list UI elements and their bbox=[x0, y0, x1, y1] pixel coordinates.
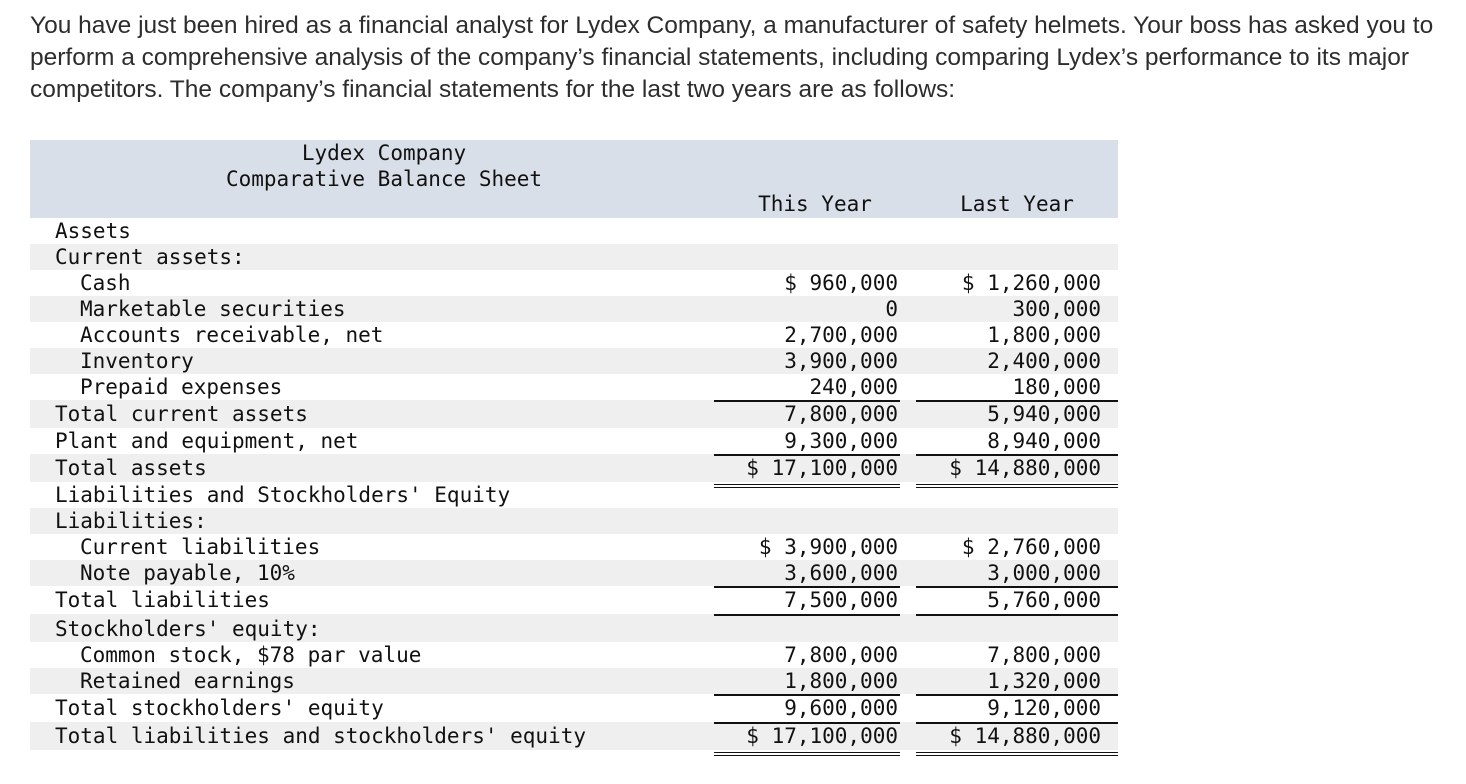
table-row bbox=[30, 482, 1118, 508]
last-year-value: 9,120,000 bbox=[987, 696, 1101, 720]
row-label: Accounts receivable, net bbox=[80, 323, 384, 347]
row-label: Plant and equipment, net bbox=[55, 429, 359, 453]
table-row bbox=[30, 374, 1118, 400]
table-row bbox=[30, 428, 1118, 454]
row-label: Total stockholders' equity bbox=[55, 696, 384, 720]
last-year-value: 7,800,000 bbox=[987, 643, 1101, 667]
row-label: Current assets: bbox=[55, 245, 245, 269]
last-year-value: 5,940,000 bbox=[987, 402, 1101, 426]
this-year-value: 7,800,000 bbox=[784, 402, 898, 426]
table-row bbox=[30, 560, 1118, 586]
table-row bbox=[30, 508, 1118, 534]
table-row bbox=[30, 218, 1118, 244]
row-label: Total liabilities bbox=[55, 588, 270, 612]
table-row bbox=[30, 454, 1118, 482]
this-year-value: 7,500,000 bbox=[784, 588, 898, 612]
row-label: Common stock, $78 par value bbox=[80, 643, 422, 667]
column-header-last-year: Last Year bbox=[960, 192, 1074, 216]
this-year-value: $ 17,100,000 bbox=[746, 456, 898, 480]
last-year-value: $ 14,880,000 bbox=[949, 724, 1101, 748]
table-row bbox=[30, 642, 1118, 668]
this-year-value: 9,600,000 bbox=[784, 696, 898, 720]
this-year-value: 9,300,000 bbox=[784, 429, 898, 453]
table-row bbox=[30, 244, 1118, 270]
row-label: Stockholders' equity: bbox=[55, 617, 321, 641]
this-year-value: 240,000 bbox=[809, 375, 898, 399]
last-year-value: 5,760,000 bbox=[987, 588, 1101, 612]
this-year-value: $ 960,000 bbox=[784, 271, 898, 295]
row-label: Cash bbox=[80, 271, 131, 295]
row-label: Marketable securities bbox=[80, 297, 346, 321]
balance-sheet-table bbox=[30, 140, 1118, 750]
row-label: Retained earnings bbox=[80, 669, 295, 693]
table-header bbox=[30, 140, 1118, 218]
table-row bbox=[30, 296, 1118, 322]
problem-intro: You have just been hired as a financial analyst for Lydex Company, a manufacturer of safety helmets. Your boss has asked you to perform a comprehensive analysis of the company’s financial statements, including comparing Lydex’s performance to its major competitors. The company’s financial statements for the last two years are as follows: bbox=[30, 12, 1434, 103]
this-year-value: 3,900,000 bbox=[784, 349, 898, 373]
this-year-value: 7,800,000 bbox=[784, 643, 898, 667]
row-label: Inventory bbox=[80, 349, 194, 373]
table-row bbox=[30, 400, 1118, 428]
this-year-value: 3,600,000 bbox=[784, 561, 898, 585]
row-label: Assets bbox=[55, 219, 131, 243]
table-row bbox=[30, 722, 1118, 750]
subtotal-rule bbox=[714, 614, 900, 642]
table-row bbox=[30, 694, 1118, 722]
last-year-value: 3,000,000 bbox=[987, 561, 1101, 585]
row-label: Total liabilities and stockholders' equity bbox=[55, 724, 587, 748]
table-row bbox=[30, 586, 1118, 614]
last-year-value: 180,000 bbox=[1012, 375, 1101, 399]
subtotal-rule bbox=[916, 614, 1118, 642]
this-year-value: 0 bbox=[885, 297, 898, 321]
table-row bbox=[30, 270, 1118, 296]
row-label: Total assets bbox=[55, 456, 207, 480]
table-row bbox=[30, 668, 1118, 694]
last-year-value: $ 2,760,000 bbox=[961, 535, 1101, 559]
table-row bbox=[30, 534, 1118, 560]
last-year-value: 1,320,000 bbox=[987, 669, 1101, 693]
last-year-value: 300,000 bbox=[1012, 297, 1101, 321]
last-year-value: 8,940,000 bbox=[987, 429, 1101, 453]
this-year-value: $ 3,900,000 bbox=[758, 535, 898, 559]
row-label: Note payable, 10% bbox=[80, 561, 295, 585]
company-name: Lydex Company bbox=[301, 141, 467, 165]
row-label: Total current assets bbox=[55, 402, 308, 426]
table-row bbox=[30, 614, 1118, 642]
last-year-value: 1,800,000 bbox=[987, 323, 1101, 347]
table-row bbox=[30, 348, 1118, 374]
this-year-value: 2,700,000 bbox=[784, 323, 898, 347]
table-row bbox=[30, 322, 1118, 348]
last-year-value: $ 14,880,000 bbox=[949, 456, 1101, 480]
last-year-value: $ 1,260,000 bbox=[961, 271, 1101, 295]
this-year-value: 1,800,000 bbox=[784, 669, 898, 693]
this-year-value: $ 17,100,000 bbox=[746, 724, 898, 748]
row-label: Liabilities and Stockholders' Equity bbox=[55, 483, 511, 507]
last-year-value: 2,400,000 bbox=[987, 349, 1101, 373]
column-header-this-year: This Year bbox=[758, 192, 872, 216]
row-label: Liabilities: bbox=[55, 509, 207, 533]
statement-title: Comparative Balance Sheet bbox=[225, 167, 543, 191]
row-label: Prepaid expenses bbox=[80, 375, 283, 399]
row-label: Current liabilities bbox=[80, 535, 321, 559]
